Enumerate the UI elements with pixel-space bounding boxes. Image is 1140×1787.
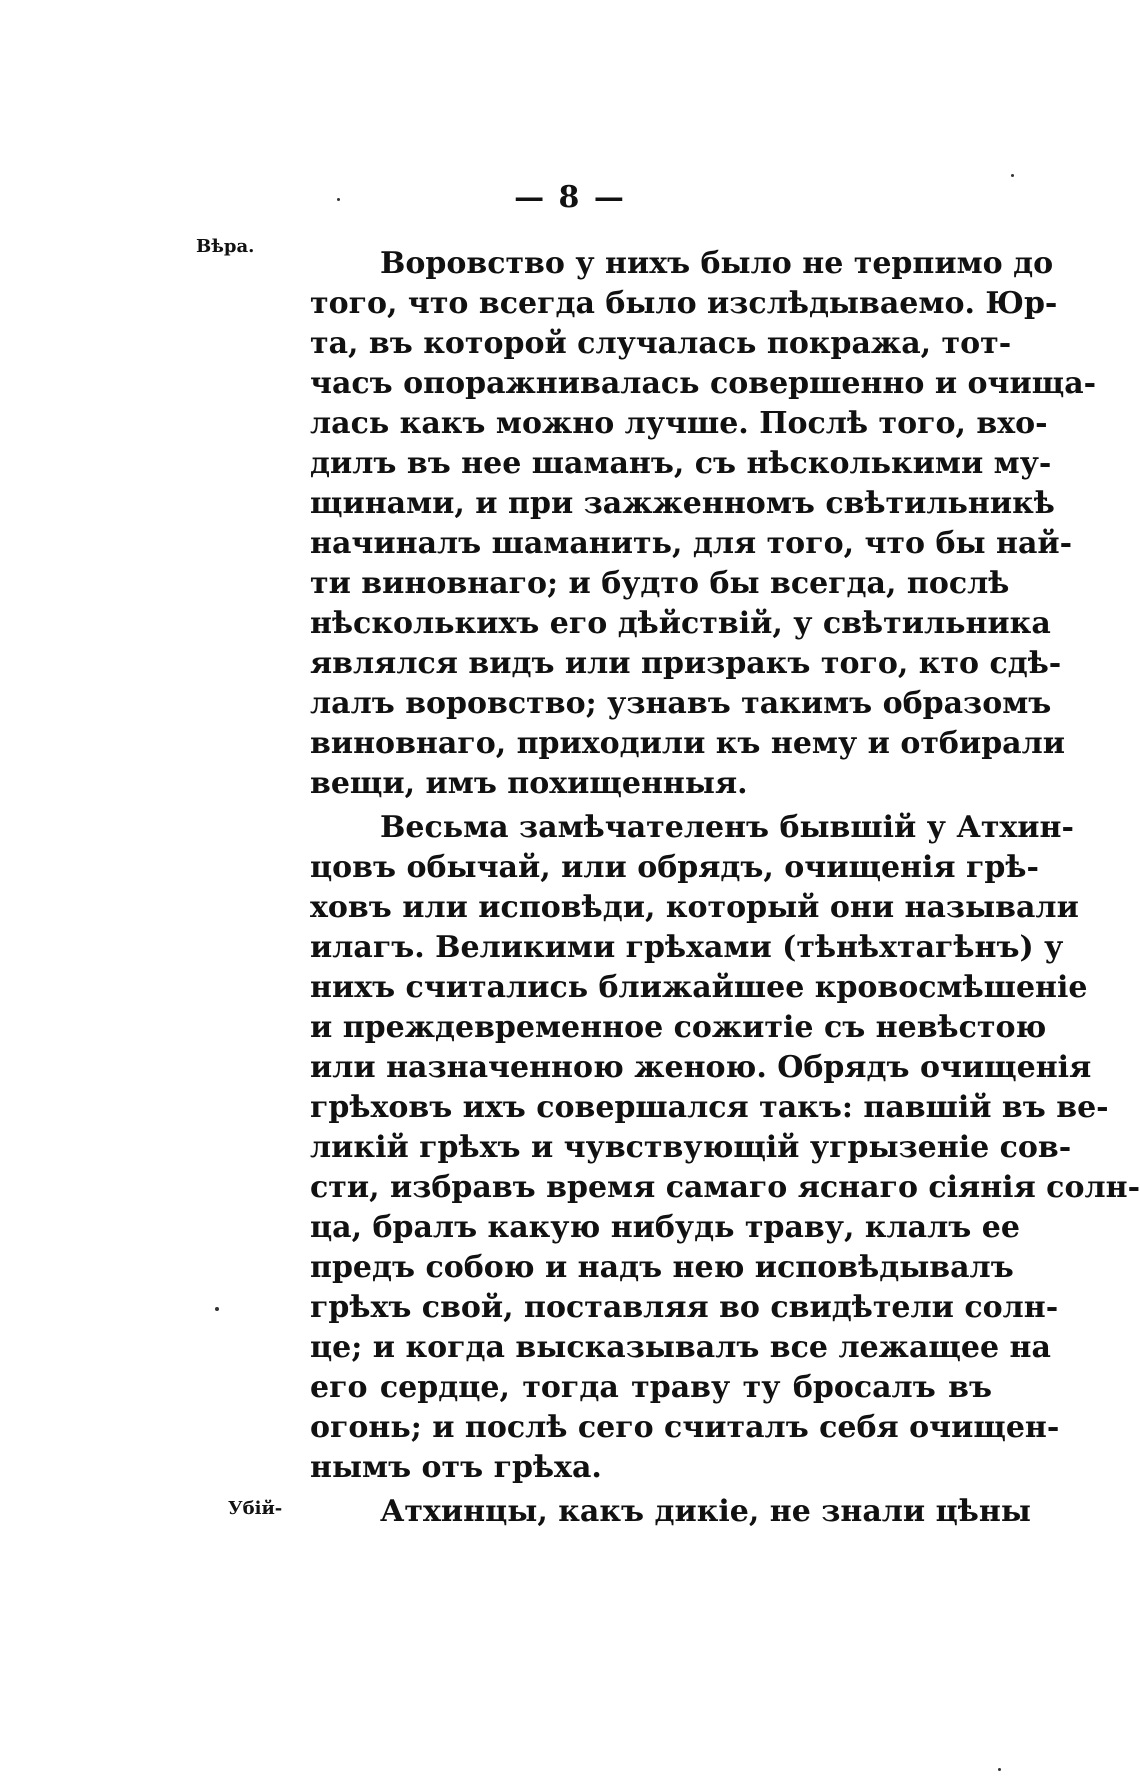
text-line: ховъ или исповѣди, который они называли [310, 890, 1079, 925]
margin-note-vera: Вѣра. [196, 236, 255, 257]
text-line: предъ собою и надъ нею исповѣдывалъ [310, 1250, 1014, 1285]
text-line: цовъ обычай, или обрядъ, очищенія грѣ- [310, 850, 1039, 885]
text-line: лалъ воровство; узнавъ такимъ образомъ [310, 686, 1052, 721]
text-line: щинами, и при зажженномъ свѣтильникѣ [310, 486, 1055, 521]
print-speck [1011, 174, 1014, 177]
text-line: или назначенною женою. Обрядъ очищенія [310, 1050, 1092, 1085]
text-line: огонь; и послѣ сего считалъ себя очищен- [310, 1410, 1060, 1445]
page-number: — 8 — [514, 180, 626, 215]
print-speck [998, 1768, 1001, 1771]
text-line: его сердце, тогда траву ту бросалъ въ [310, 1370, 992, 1405]
text-line: Весьма замѣчателенъ бывшій у Атхин- [380, 810, 1074, 845]
text-line: того, что всегда было изслѣдываемо. Юр- [310, 286, 1058, 321]
text-line: дилъ въ нее шаманъ, съ нѣсколькими му- [310, 446, 1052, 481]
margin-note-ubiy: Убій- [228, 1498, 283, 1519]
text-line: Воровство у нихъ было не терпимо до [380, 246, 1054, 281]
text-line: ликій грѣхъ и чувствующій угрызеніе сов- [310, 1130, 1072, 1165]
text-line: часъ опоражнивалась совершенно и очища- [310, 366, 1097, 401]
text-line: ти виновнаго; и будто бы всегда, послѣ [310, 566, 1010, 601]
print-speck [215, 1307, 219, 1311]
text-line: грѣховъ ихъ совершался такъ: павшій въ ве- [310, 1090, 1109, 1125]
paragraph-confession [310, 808, 1140, 1488]
text-line: нымъ отъ грѣха. [310, 1450, 602, 1485]
text-line: нѣсколькихъ его дѣйствій, у свѣтильника [310, 606, 1051, 641]
text-line: виновнаго, приходили къ нему и отбирали [310, 726, 1066, 761]
text-line: грѣхъ свой, поставляя во свидѣтели солн- [310, 1290, 1059, 1325]
text-line: илагъ. Великими грѣхами (тѣнѣхтагѣнъ) у [310, 930, 1064, 965]
text-line: вещи, имъ похищенныя. [310, 766, 748, 801]
text-line: Атхинцы, какъ дикіе, не знали цѣны [380, 1494, 1031, 1529]
text-line: начиналъ шаманить, для того, что бы най- [310, 526, 1073, 561]
text-line: ца, бралъ какую нибудь траву, клалъ ее [310, 1210, 1020, 1245]
text-line: являлся видъ или призракъ того, кто сдѣ- [310, 646, 1062, 681]
text-line: це; и когда высказывалъ все лежащее на [310, 1330, 1051, 1365]
paragraph-murder [310, 1492, 1031, 1532]
paragraph-theft [310, 244, 1097, 804]
text-line: и преждевременное сожитіе съ невѣстою [310, 1010, 1047, 1045]
text-line: сти, избравъ время самаго яснаго сіянія солн- [310, 1170, 1140, 1205]
text-line: та, въ которой случалась покража, тот- [310, 326, 1012, 361]
text-line: лась какъ можно лучше. Послѣ того, вхо- [310, 406, 1048, 441]
text-column [310, 244, 1140, 1532]
text-line: нихъ считались ближайшее кровосмѣшеніе [310, 970, 1088, 1005]
